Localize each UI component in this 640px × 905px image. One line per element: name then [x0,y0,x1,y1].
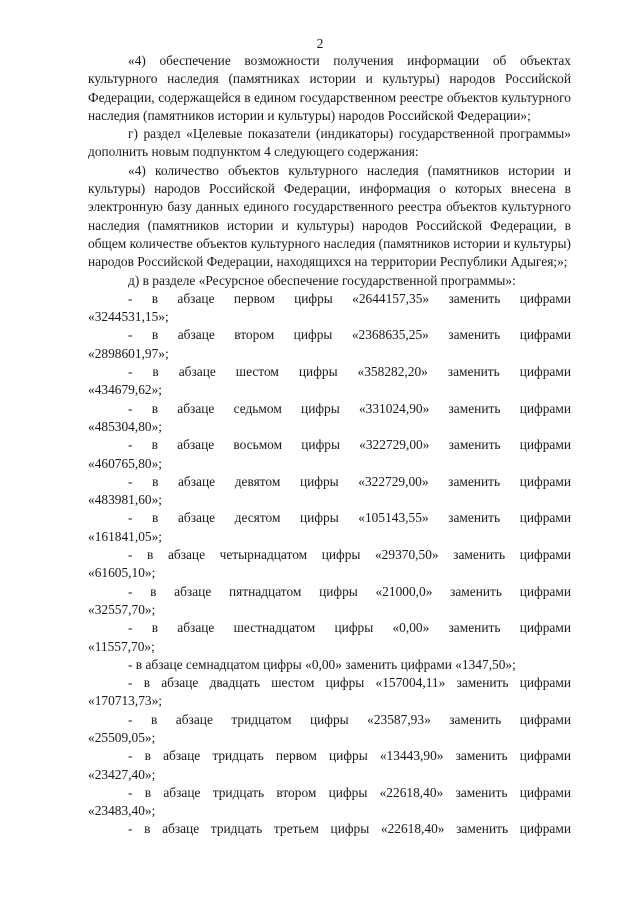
amendment-item [88,400,571,437]
paragraph-section-g: г) раздел «Целевые показатели (индикаторы) государственной программы» дополнить новым подпунктом 4 следующего содержания: [88,126,571,160]
amendment-text: - в абзаце втором цифры «2368635,25» заменить цифрами [128,327,571,343]
amendment-value: «23483,40»; [88,803,156,819]
amendment-item [88,290,571,327]
amendment-text: - в абзаце первом цифры «2644157,35» заменить цифрами [128,290,571,306]
amendment-item [88,546,571,583]
amendment-item [88,473,571,510]
amendment-text: - в абзаце семнадцатом цифры «0,00» заменить цифрами «1347,50»; [128,656,516,672]
amendment-text: - в абзаце десятом цифры «105143,55» заменить цифрами [128,510,571,526]
amendment-item [88,747,571,784]
amendment-value: «161841,05»; [88,528,163,544]
amendment-text: - в абзаце двадцать шестом цифры «157004,11» заменить цифрами [128,675,571,691]
amendment-text: - в абзаце тридцать втором цифры «22618,40» заменить цифрами [128,784,571,800]
amendment-value: «460765,80»; [88,455,163,471]
amendment-item [88,674,571,711]
amendment-value: «2898601,97»; [88,345,169,361]
amendment-value: «23427,40»; [88,766,156,782]
amendment-value: «485304,80»; [88,418,163,434]
amendment-text: - в абзаце четырнадцатом цифры «29370,50» заменить цифрами [128,547,571,563]
amendment-text: - в абзаце восьмом цифры «322729,00» заменить цифрами [128,437,571,453]
paragraph-section-d: д) в разделе «Ресурсное обеспечение государственной программы»: [128,272,516,288]
amendment-value: «25509,05»; [88,729,156,745]
amendment-item [88,509,571,546]
amendment-value: «61605,10»; [88,565,156,581]
amendment-item [88,820,571,838]
amendment-text: - в абзаце седьмом цифры «331024,90» заменить цифрами [128,400,571,416]
amendment-text: - в абзаце девятом цифры «322729,00» заменить цифрами [128,473,571,489]
amendment-text: - в абзаце тридцатом цифры «23587,93» заменить цифрами [128,711,571,727]
amendment-item [88,711,571,748]
amendment-text: - в абзаце пятнадцатом цифры «21000,0» заменить цифрами [128,583,571,599]
amendment-value: «434679,62»; [88,382,163,398]
document-body [88,52,571,839]
paragraph-indicator-4: «4) количество объектов культурного наследия (памятников истории и культуры) народов Российской Федерации, информация о которых внесена в электронную базу данных единого государственного реестра объектов культурного наследия (памятников истории и культуры) народов Российской Федерации, в общем количестве объектов культурного наследия (памятников истории и культуры) народов Российской Федерации, находящихся на территории Республики Адыгея;»; [88,162,571,270]
amendment-value: «11557,70»; [88,638,155,654]
amendment-item [88,326,571,363]
amendment-text: - в абзаце тридцать первом цифры «13443,90» заменить цифрами [128,748,571,764]
amendment-text: - в абзаце тридцать третьем цифры «22618,40» заменить цифрами [128,821,571,837]
amendment-value: «3244531,15»; [88,309,169,325]
amendment-value: «170713,73»; [88,693,163,709]
amendment-item [88,436,571,473]
paragraph-objects-access: «4) обеспечение возможности получения информации об объектах культурного наследия (памятниках истории и культуры) народов Российской Федерации, содержащейся в едином государственном реестре объектов культурного наследия (памятников истории и культуры) народов Российской Федерации»; [88,53,571,123]
amendment-item [88,784,571,821]
page-number: 2 [316,36,324,51]
amendment-text: - в абзаце шестнадцатом цифры «0,00» заменить цифрами [128,620,571,636]
amendment-item [88,656,571,674]
amendment-value: «32557,70»; [88,601,156,617]
amendment-value: «483981,60»; [88,492,163,508]
amendment-item [88,583,571,620]
amendment-item [88,363,571,400]
amendment-item [88,619,571,656]
amendment-text: - в абзаце шестом цифры «358282,20» заменить цифрами [128,364,571,380]
